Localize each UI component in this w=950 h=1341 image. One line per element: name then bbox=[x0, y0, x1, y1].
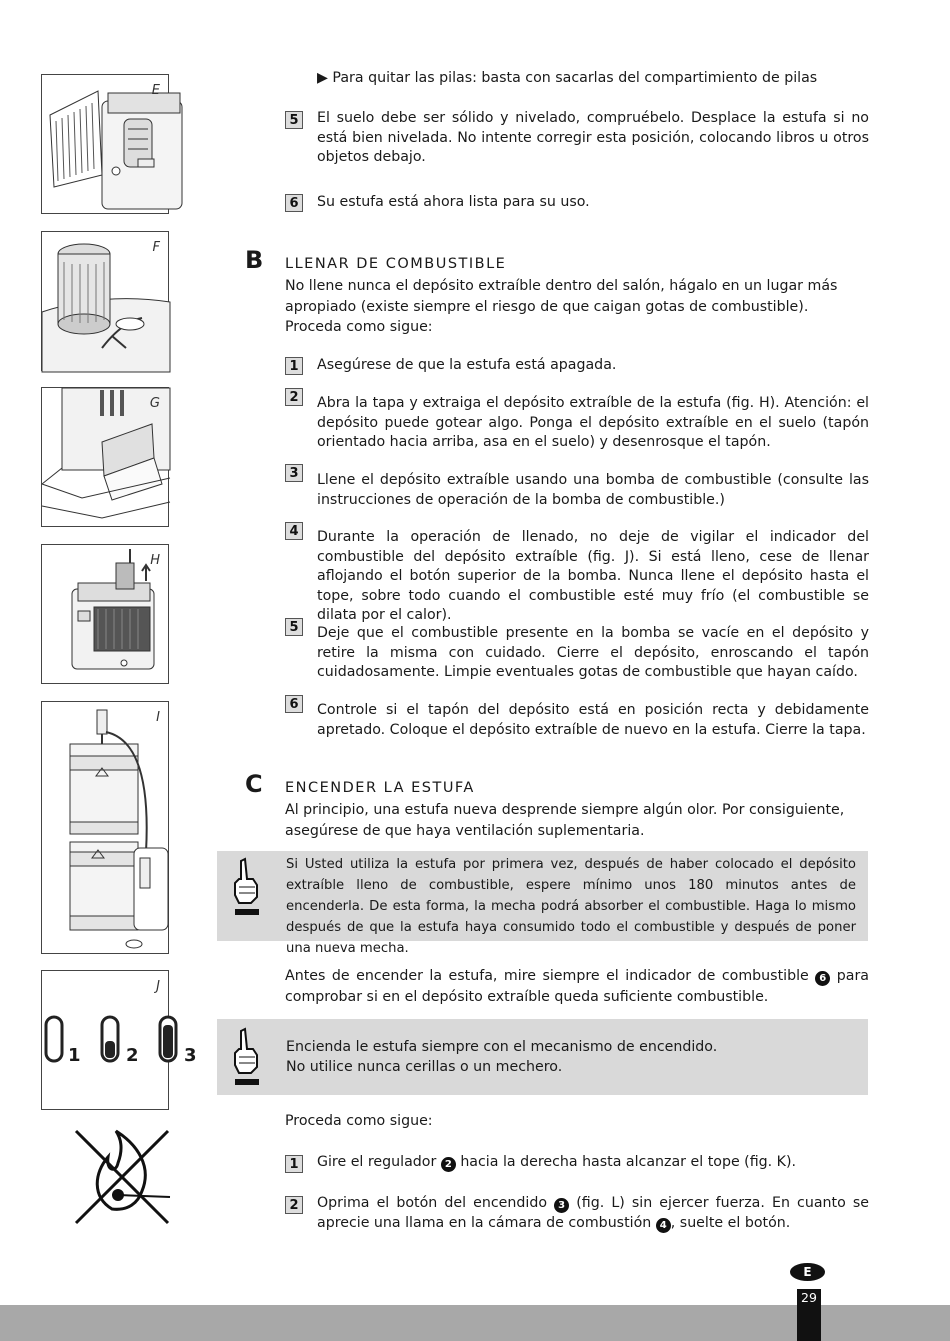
note-box-first-use bbox=[217, 851, 868, 956]
step-number: 1 bbox=[285, 1155, 303, 1173]
step-text: Gire el regulador 2 hacia la derecha hasta alcanzar el tope (fig. K). bbox=[317, 1154, 797, 1170]
step-text: Oprima el botón del encendido 3 (fig. L) sin ejercer fuerza. En cuanto se aprecie una llama en la cámara de combustión 4 , suelte el botón. bbox=[317, 1195, 869, 1231]
step-text: Su estufa está ahora lista para su uso. bbox=[317, 194, 590, 210]
figure-g bbox=[41, 387, 169, 527]
fuel-pump-refill-illustration bbox=[42, 702, 170, 955]
figure-label: G bbox=[149, 396, 160, 411]
gauge-label-3: 3 bbox=[184, 1045, 197, 1066]
step-text: Asegúrese de que la estufa está apagada. bbox=[317, 357, 617, 373]
fuel-gauge-levels-illustration bbox=[42, 971, 170, 1111]
gauge-label-2: 2 bbox=[126, 1045, 139, 1066]
language-badge: E bbox=[790, 1263, 825, 1281]
fuel-check-text: Antes de encender la estufa, mire siempre el indicador de combustible 6 para comprobar si en el depósito extraíble queda suficiente combustible. bbox=[285, 968, 869, 1005]
section-title: LLENAR DE COMBUSTIBLE bbox=[285, 256, 507, 272]
callout-marker: 2 bbox=[441, 1157, 456, 1172]
note-text: Si Usted utiliza la estufa por primera vez, después de haber colocado el depósito extraíble lleno de combustible, espere mínimo unos 180 minutos antes de encenderla. De esta forma, la mecha podrá absorber el combustible. Haga lo mismo después de que la estufa haya consumido todo el combustible y después de poner una nueva mecha. bbox=[286, 857, 856, 956]
figure-e bbox=[41, 74, 169, 214]
figure-i bbox=[41, 701, 169, 954]
step-number: 3 bbox=[285, 464, 303, 482]
section-letter: C bbox=[245, 770, 263, 798]
figure-label: H bbox=[150, 553, 160, 568]
figure-label: J bbox=[156, 979, 160, 994]
step-text: Abra la tapa y extraiga el depósito extraíble de la estufa (fig. H). Atención: el depósito puede gotear algo. Ponga el depósito extraíble en el suelo (tapón orientado hacia arriba, asa en el suelo) y desenrosque el tapón. bbox=[317, 395, 869, 451]
callout-marker: 3 bbox=[554, 1198, 569, 1213]
step-text: Llene el depósito extraíble usando una bomba de combustible (consulte las instrucciones de operación de la bomba de combustible.) bbox=[317, 472, 869, 508]
pointing-hand-icon bbox=[231, 857, 261, 919]
proceed-text: Proceda como sigue: bbox=[285, 1113, 433, 1129]
step-number: 2 bbox=[285, 1196, 303, 1214]
figure-label: F bbox=[152, 240, 160, 255]
step-number: 4 bbox=[285, 522, 303, 540]
figure-label: E bbox=[151, 83, 160, 98]
section-intro: No llene nunca el depósito extraíble dentro del salón, hágalo en un lugar más apropiado (existe siempre el riesgo de que caigan gotas de combustible). Proceda como sigue: bbox=[285, 278, 838, 335]
section-letter: B bbox=[245, 246, 264, 274]
note-line: No utilice nunca cerillas o un mechero. bbox=[286, 1059, 563, 1075]
pointing-hand-icon bbox=[231, 1027, 261, 1089]
figure-h bbox=[41, 544, 169, 684]
callout-marker: 6 bbox=[815, 971, 830, 986]
step-text: Deje que el combustible presente en la bomba se vacíe en el depósito y retire la misma con cuidado. Cierre el depósito, enroscando el tapón cuidadosamente. Limpie eventuales gotas de combustible que hayan caído. bbox=[317, 625, 869, 681]
figure-j bbox=[41, 970, 197, 1110]
step-text: Durante la operación de llenado, no deje de vigilar el indicador del combustible del depósito extraíble (fig. J). Si está lleno, cese de llenar aflojando el botón superior de la bomba. Nunca llene el depósito hasta el tope, sobre todo cuando el combustible esté muy frío (el combustible se dilata por el calor). bbox=[317, 529, 869, 624]
step-number: 5 bbox=[285, 618, 303, 636]
battery-note: ▶ Para quitar las pilas: basta con sacarlas del compartimiento de pilas bbox=[317, 70, 818, 86]
figure-f bbox=[41, 231, 169, 371]
wick-cartridge-illustration bbox=[42, 232, 170, 372]
note-line: Encienda le estufa siempre con el mecanismo de encendido. bbox=[286, 1039, 718, 1055]
note-box-ignition bbox=[217, 1019, 868, 1095]
figure-label: I bbox=[156, 710, 160, 725]
step-number: 5 bbox=[285, 111, 303, 129]
callout-marker: 4 bbox=[656, 1218, 671, 1233]
step-number: 2 bbox=[285, 388, 303, 406]
page-number: 29 bbox=[801, 1290, 817, 1305]
section-intro: Al principio, una estufa nueva desprende siempre algún olor. Por consiguiente, asegúrese de que haya ventilación suplementaria. bbox=[285, 802, 845, 839]
step-number: 6 bbox=[285, 695, 303, 713]
step-text: Controle si el tapón del depósito está en posición recta y debidamente apretado. Coloque el depósito extraíble de nuevo en la estufa. Cierre la tapa. bbox=[317, 702, 869, 738]
step-number: 6 bbox=[285, 194, 303, 212]
gauge-label-1: 1 bbox=[68, 1045, 81, 1066]
no-open-flame-icon bbox=[72, 1127, 172, 1227]
step-number: 1 bbox=[285, 357, 303, 375]
step-text: El suelo debe ser sólido y nivelado, compruébelo. Desplace la estufa si no está bien nivelada. No intente corregir esta posición, colocando libros u otros objetos debajo. bbox=[317, 110, 869, 166]
section-title: ENCENDER LA ESTUFA bbox=[285, 780, 475, 796]
